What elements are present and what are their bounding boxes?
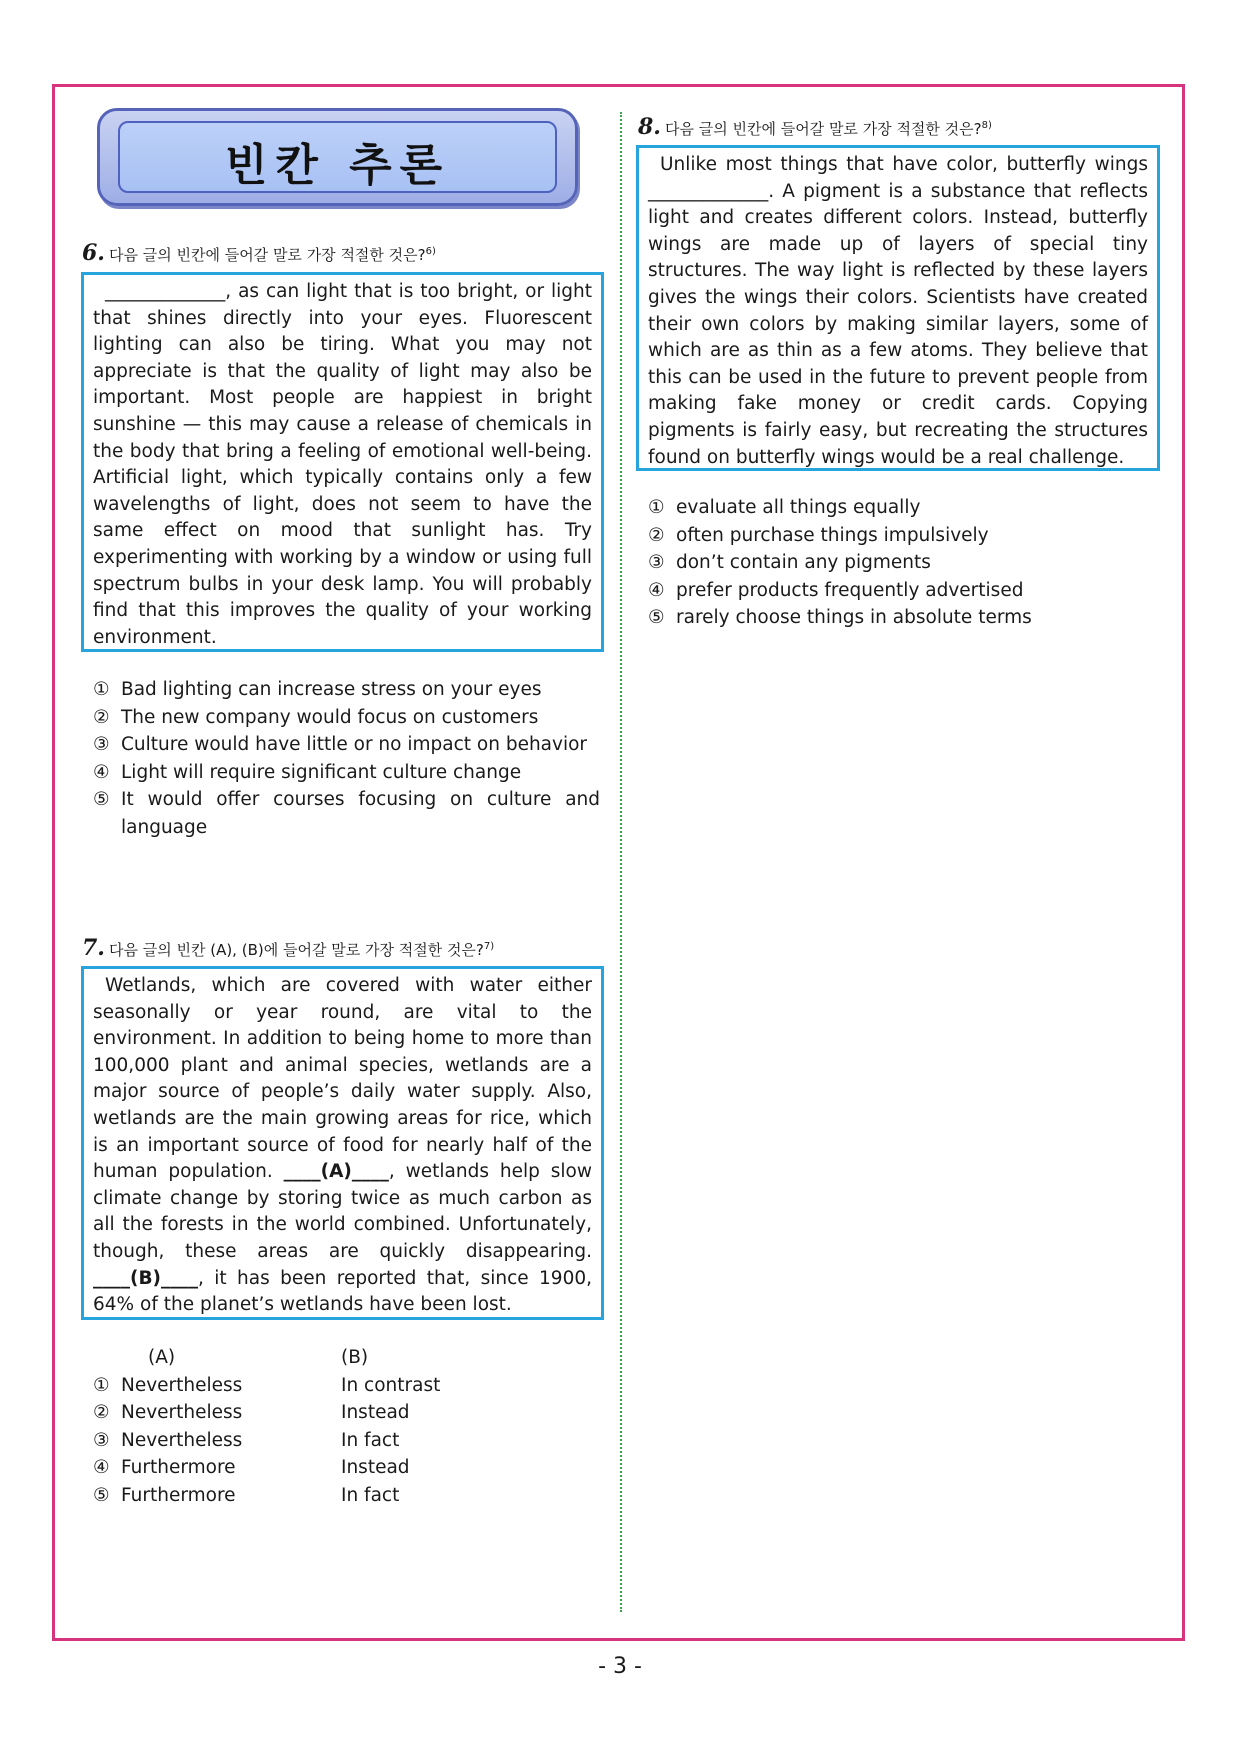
choice-mark: ③ <box>93 734 110 755</box>
choice-a: Nevertheless <box>121 1429 243 1451</box>
choice-text: don’t contain any pigments <box>676 552 931 573</box>
choice-b: In fact <box>341 1484 400 1506</box>
choice-mark: ① <box>93 1374 110 1396</box>
choice-mark: ⑤ <box>93 1484 110 1506</box>
q7-choice-3[interactable] <box>93 1427 573 1455</box>
q7-choice-1[interactable] <box>93 1372 573 1400</box>
q6-choice-4[interactable] <box>93 759 600 787</box>
choice-text: prefer products frequently advertised <box>676 579 1024 601</box>
choice-mark: ① <box>93 679 110 700</box>
choice-a: Nevertheless <box>121 1402 243 1423</box>
q7-passage <box>93 973 592 1319</box>
choice-b: In contrast <box>341 1374 441 1396</box>
choice-text: Culture would have little or no impact on behavior <box>121 734 588 755</box>
q6-choice-1[interactable] <box>93 676 600 704</box>
q6-prompt: 다음 글의 빈칸에 들어갈 말로 가장 적절한 것은? <box>108 246 426 264</box>
choice-a: Furthermore <box>121 1484 236 1506</box>
choice-mark: ② <box>648 524 665 546</box>
choice-text: The new company would focus on customers <box>121 706 539 728</box>
section-title-banner <box>97 108 578 206</box>
q7-passage-part-3: , it has been reported that, since 1900, 64% of the planet’s wetlands have been lost. <box>93 1267 592 1316</box>
page-number: - 3 - <box>598 1654 642 1679</box>
q8-footnote: 8) <box>981 120 992 131</box>
q7-footnote: 7) <box>483 941 495 952</box>
choice-mark: ② <box>93 706 110 728</box>
q6-number: 6. <box>82 240 105 266</box>
q7-header-b: (B) <box>341 1347 369 1368</box>
q7-choice-header <box>93 1344 573 1372</box>
q7-passage-box <box>81 966 604 1320</box>
q6-choice-5[interactable] <box>93 786 600 841</box>
choice-mark: ⑤ <box>93 789 110 810</box>
choice-b: Instead <box>341 1402 410 1423</box>
choice-b: Instead <box>341 1457 410 1478</box>
q8-passage-box <box>636 145 1160 471</box>
choice-text: It would offer courses focusing on culture and language <box>121 789 600 838</box>
q6-choice-3[interactable] <box>93 731 600 759</box>
q7-passage-part-2: , wetlands help slow climate change by storing twice as much carbon as all the forests in the world combined. Unfortunately, though, these areas are quickly disappearing. <box>93 1161 592 1262</box>
choice-mark: ④ <box>93 1457 110 1478</box>
q8-choice-5[interactable] <box>648 604 1148 632</box>
q7-heading <box>82 935 494 961</box>
choice-text: often purchase things impulsively <box>676 524 989 546</box>
q6-heading <box>82 240 436 266</box>
choice-text: Light will require significant culture change <box>121 761 522 783</box>
q7-header-a: (A) <box>148 1347 176 1368</box>
q7-choices <box>93 1344 573 1509</box>
choice-mark: ① <box>648 497 665 518</box>
q8-number: 8. <box>638 114 661 140</box>
q8-choice-3[interactable] <box>648 549 1148 577</box>
q6-passage-box <box>81 272 604 652</box>
choice-text: Bad lighting can increase stress on your eyes <box>121 679 542 700</box>
q7-prompt: 다음 글의 빈칸 (A), (B)에 들어갈 말로 가장 적절한 것은? <box>108 941 484 959</box>
choice-a: Furthermore <box>121 1457 236 1478</box>
q7-passage-part-1: Wetlands, which are covered with water either seasonally or year round, are vital to the environment. In addition to being home to more than 100,000 plant and animal species, wetlands are a major source of people’s daily water supply. Also, wetlands are the main growing areas for rice, which is an important source of food for nearly half of the human population. <box>93 975 592 1183</box>
q6-choices <box>93 676 600 841</box>
q7-blank-a: ____(A)____ <box>283 1161 389 1183</box>
choice-mark: ③ <box>93 1429 110 1451</box>
choice-text: evaluate all things equally <box>676 497 921 518</box>
q8-choice-2[interactable] <box>648 522 1148 550</box>
q8-choice-1[interactable] <box>648 494 1148 522</box>
section-title: 빈칸 추론 <box>224 140 451 191</box>
choice-mark: ④ <box>93 761 110 783</box>
q8-choice-4[interactable] <box>648 577 1148 605</box>
choice-mark: ⑤ <box>648 607 665 628</box>
q7-choice-2[interactable] <box>93 1399 573 1427</box>
q6-passage: _____________, as can light that is too bright, or light that shines directly into your eyes. Fluorescent lighting can also be tiring. What you may not appreciate is that the quality of light may also be important. Most people are happiest in bright sunshine — this may cause a release of chemicals in the body that bring a feeling of emotional well-being. Artificial light, which typically contains only a few wavelengths of light, does not seem to have the same effect on mood that sunlight has. Try experimenting with working by a window or using full spectrum bulbs in your desk lamp. You will probably find that this improves the quality of your working environment. <box>93 281 592 648</box>
q7-blank-b: ____(B)____ <box>93 1267 199 1289</box>
q7-choice-5[interactable] <box>93 1482 573 1510</box>
q6-footnote: 6) <box>425 246 436 257</box>
q8-prompt: 다음 글의 빈칸에 들어갈 말로 가장 적절한 것은? <box>664 120 982 138</box>
q6-choice-2[interactable] <box>93 704 600 732</box>
choice-b: In fact <box>341 1429 400 1451</box>
q8-choices <box>648 494 1148 632</box>
q7-choice-4[interactable] <box>93 1454 573 1482</box>
choice-mark: ③ <box>648 552 665 573</box>
choice-text: rarely choose things in absolute terms <box>676 607 1032 628</box>
choice-a: Nevertheless <box>121 1374 243 1396</box>
q8-heading <box>638 114 992 140</box>
column-divider <box>620 112 622 1612</box>
choice-mark: ② <box>93 1402 110 1423</box>
q8-passage: Unlike most things that have color, butterfly wings _____________. A pigment is a substance that reflects light and creates different colors. Instead, butterfly wings are made up of layers of special tiny structures. The way light is reflected by these layers gives the wings their colors. Scientists have created their own colors by making similar layers, some of which are as thin as a few atoms. They believe that this can be used in the future to prevent people from making fake money or credit cards. Copying pigments is fairly easy, but recreating the structures found on butterfly wings would be a real challenge. <box>648 154 1148 468</box>
q7-number: 7. <box>82 935 105 961</box>
choice-mark: ④ <box>648 579 665 601</box>
